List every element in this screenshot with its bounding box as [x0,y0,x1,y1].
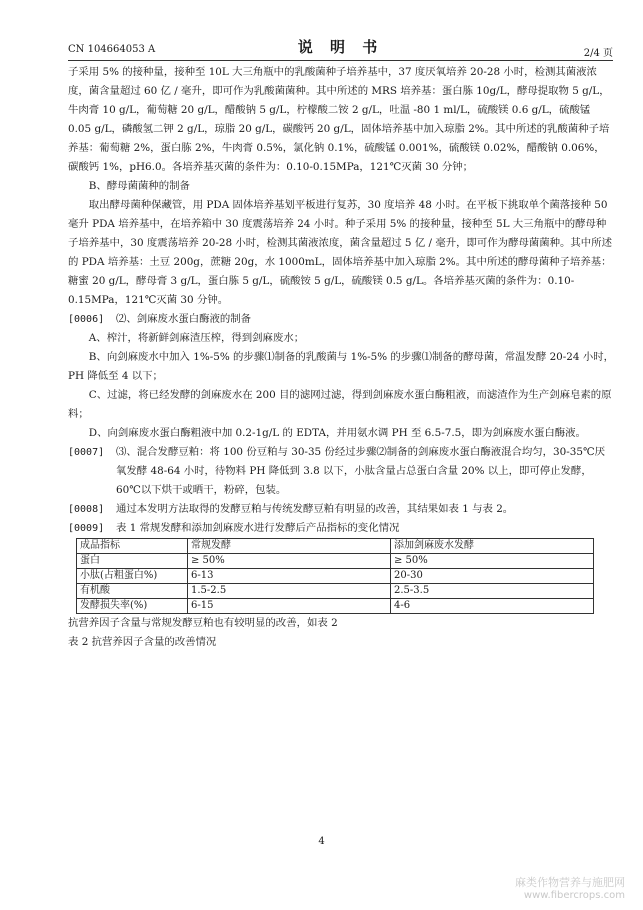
watermark-url: www.fibercrops.com [523,890,625,901]
table-cell: ≥ 50% [391,554,594,569]
section-heading-yeast: B、酵母菌菌种的制备 [88,180,190,192]
table-header-cell: 成品指标 [77,539,188,554]
step-c: C、过滤，将已经发酵的剑麻废水在 200 目的滤网过滤，得到剑麻废水蛋白酶粗液，而滤渣作为生产剑麻皂素的原料； [68,389,612,420]
table-cell: 20-30 [391,569,594,584]
site-watermark [515,876,625,902]
paragraph-lactic-media: 子采用 5% 的接种量，接种至 10L 大三角瓶中的乳酸菌种子培养基中，37 度厌氧培养 20-28 小时，检测其菌液浓度，菌含量超过 60 亿 / 毫升，即可作为乳酸菌菌种。其中所述的 MRS 培养基：蛋白胨 10g/L，酵母提取物 5 g/L，牛肉膏 10 g/L，葡萄糖 20 g/L，醋酸钠 5 g/L，柠檬酸二铵 2 g/L，吐温 -80 1 ml/L，硫酸镁 0.6 g/L，硫酸锰 0.05 g/L，磷酸氢二钾 2 g/L，琼脂 20 g/L，碳酸钙 20 g/L，固体培养基中加入琼脂 2%。其中所述的乳酸菌种子培养基：葡萄糖 2%，蛋白胨 2%，牛肉膏 0.5%，氯化钠 0.1%，硫酸锰 0.001%，硫酸镁 0.02%，醋酸钠 0.06%，碳酸钙 1%，pH6.0。各培养基灭菌的条件为：0.10-0.15MPa，121℃灭菌 30 分钟； [68,66,610,173]
table-1 [76,538,594,614]
paragraph-number: [0008] [68,504,105,515]
page-indicator: 2/4 页 [583,48,613,59]
step-b: B、向剑麻废水中加入 1%-5% 的步骤⑴制备的乳酸菌与 1%-5% 的步骤⑴制备的酵母菌，常温发酵 20-24 小时，PH 降低至 4 以下； [68,351,615,382]
paragraph-yeast-prep: 取出酵母菌种保藏管，用 PDA 固体培养基划平板进行复苏，30 度培养 48 小时。在平板下挑取单个菌落接种 50 毫升 PDA 培养基中，在培养箱中 30 度震荡培养 24 小时。种子采用 5% 的接种量，接种至 5L 大三角瓶中的酵母种子培养基中，30 度震荡培养 20-28 小时，检测其菌液浓度，菌含量超过 5 亿 / 毫升，即可作为酵母菌菌种。其中所述的 PDA 培养基：土豆 200g，蔗糖 20g，水 1000mL，固体培养基中加入琼脂 2%。其中所述的酵母菌种子培养基：糖蜜 20 g/L，酵母膏 3 g/L，蛋白胨 5 g/L，硫酸铵 5 g/L，硫酸镁 0.5 g/L。各培养基灭菌的条件为：0.10-0.15MPa，121℃灭菌 30 分钟。 [68,199,612,306]
table-cell: 有机酸 [77,584,188,599]
paragraph-antinutrition: 抗营养因子含量与常规发酵豆粕也有较明显的改善，如表 2 [68,617,338,629]
paragraph-number: [0009] [68,523,105,534]
paragraph-text: ⑶、混合发酵豆粕：将 100 份豆粕与 30-35 份经过步骤⑵制备的剑麻废水蛋白酶液混合均匀，30-35℃厌氧发酵 48-64 小时，待物料 PH 降低到 3.8 以下，小肽含量占总蛋白含量 20% 以上，即可停止发酵，60℃以下烘干或晒干，粉碎，包装。 [116,446,606,496]
header-rule [68,60,613,61]
table-cell: 6-13 [188,569,391,584]
table-cell: 1.5-2.5 [188,584,391,599]
table-row [77,554,594,569]
table-cell: 发酵损失率(%) [77,599,188,614]
table-2-caption: 表 2 抗营养因子含量的改善情况 [68,636,217,648]
document-body [68,63,614,652]
paragraph-text: ⑵、剑麻废水蛋白酶液的制备 [116,313,252,325]
step-a: A、榨汁，将新鲜剑麻渣压榨，得到剑麻废水； [88,332,305,344]
table-cell: 蛋白 [77,554,188,569]
step-d: D、向剑麻废水蛋白酶粗液中加 0.2-1g/L 的 EDTA，并用氨水调 PH 至 6.5-7.5，即为剑麻废水蛋白酶液。 [88,427,586,439]
table-cell: ≥ 50% [188,554,391,569]
table-cell: 4-6 [391,599,594,614]
table-row [77,599,594,614]
document-title: 说 明 书 [297,38,384,56]
paragraph-0008 [68,500,614,519]
page-header [68,34,613,60]
table-cell: 6-15 [188,599,391,614]
table-cell: 2.5-3.5 [391,584,594,599]
paragraph-0006 [68,310,614,329]
paragraph-number: [0006] [68,314,105,325]
table-header-cell: 常规发酵 [188,539,391,554]
table-header-row [77,539,594,554]
page-number: 4 [318,836,325,847]
paragraph-0007 [68,443,614,500]
paragraph-text: 通过本发明方法取得的发酵豆粕与传统发酵豆粕有明显的改善，其结果如表 1 与表 2。 [116,503,514,515]
paragraph-0009 [68,519,614,538]
table-row [77,584,594,599]
patent-number: CN 104664053 A [68,44,156,55]
table-header-cell: 添加剑麻废水发酵 [391,539,594,554]
watermark-site-name: 麻类作物营养与施肥网 [515,876,625,889]
table-row [77,569,594,584]
paragraph-number: [0007] [68,447,105,458]
table-cell: 小肽(占粗蛋白%) [77,569,188,584]
table-1-caption: 表 1 常规发酵和添加剑麻废水进行发酵后产品指标的变化情况 [116,522,400,534]
